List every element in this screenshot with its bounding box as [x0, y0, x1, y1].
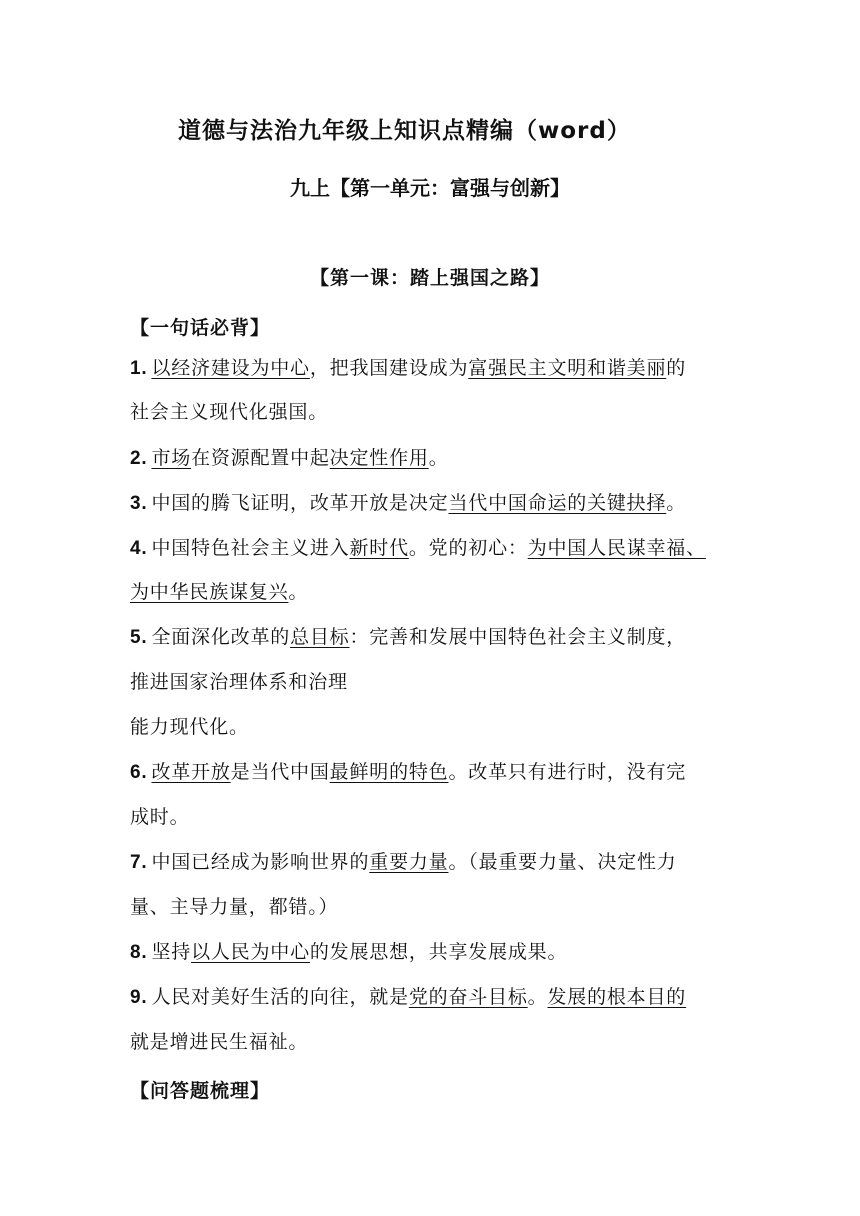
point-9-continued: 就是增进民生福祉。 [130, 1031, 309, 1053]
point-number: 1. [130, 358, 148, 379]
point-text: 。（最重要力量、决定性力 [448, 851, 677, 873]
underlined-key-phrase: 当代中国命运的关键抉择 [448, 492, 667, 514]
point-1 [130, 356, 686, 381]
point-text: 中国特色社会主义进入 [151, 537, 350, 559]
underlined-key-phrase: 以经济建设为中心 [151, 357, 310, 379]
document-title: 道德与法治九年级上知识点精编（word） [178, 118, 631, 144]
section-heading-qa-review: 【问答题梳理】 [130, 1080, 271, 1102]
point-3 [130, 491, 686, 516]
point-text: 人民对美好生活的向往，就是 [151, 986, 409, 1008]
point-text: 在资源配置中起 [191, 447, 330, 469]
point-8 [130, 940, 567, 965]
point-number: 2. [130, 448, 148, 469]
underlined-key-phrase: 党的奋斗目标 [408, 986, 528, 1008]
point-7-continued: 量、主导力量，都错。） [130, 896, 339, 918]
point-6 [130, 760, 686, 785]
point-4-continued [130, 580, 308, 604]
point-number: 8. [130, 942, 148, 963]
point-9 [130, 985, 686, 1010]
point-2 [130, 446, 449, 471]
point-text: 中国已经成为影响世界的 [151, 851, 370, 873]
underlined-key-phrase: 最鲜明的特色 [329, 761, 449, 783]
point-number: 5. [130, 627, 148, 648]
point-text: 是当代中国 [230, 761, 330, 783]
underlined-key-phrase: 富强民主文明和谐美丽 [468, 357, 667, 379]
point-5-continued: 能力现代化。 [130, 716, 249, 738]
point-number: 9. [130, 987, 148, 1008]
point-text: 。改革只有进行时，没有完 [448, 761, 687, 783]
point-7 [130, 850, 677, 875]
underlined-key-phrase: 市场 [151, 447, 192, 469]
point-number: 3. [130, 493, 148, 514]
point-5-continued: 推进国家治理体系和治理 [130, 671, 348, 693]
lesson-title: 【第一课：踏上强国之路】 [309, 267, 550, 289]
section-heading-must-recite: 【一句话必背】 [130, 317, 271, 339]
point-text: ：完善和发展中国特色社会主义制度， [349, 626, 687, 648]
underlined-key-phrase: 重要力量 [369, 851, 449, 873]
point-text: ，把我国建设成为 [309, 357, 469, 379]
point-number: 6. [130, 762, 148, 783]
point-5 [130, 625, 686, 650]
point-text: 坚持 [151, 941, 192, 963]
point-text: 。 [527, 986, 548, 1008]
point-1-continued: 社会主义现代化强国。 [130, 401, 329, 423]
underlined-key-phrase: 以人民为中心 [191, 941, 310, 963]
underlined-key-phrase: 总目标 [290, 626, 350, 648]
point-text: 的发展思想，共享发展成果。 [309, 941, 568, 963]
point-text: 中国的腾飞证明，改革开放是决定 [151, 492, 449, 514]
point-text: 全面深化改革的 [151, 626, 291, 648]
point-number: 4. [130, 538, 148, 559]
point-text: 。 [666, 492, 687, 514]
point-number: 7. [130, 852, 148, 873]
point-text: 。 [428, 447, 449, 469]
point-text: 的 [666, 357, 687, 379]
underlined-key-phrase: 改革开放 [151, 761, 231, 783]
point-4 [130, 536, 706, 561]
unit-title: 九上【第一单元：富强与创新】 [290, 176, 570, 200]
point-text: 。党的初心： [408, 537, 528, 559]
underlined-key-phrase: 新时代 [349, 537, 409, 559]
point-6-continued: 成时。 [130, 806, 190, 828]
underlined-key-phrase: 为中华民族谋复兴 [130, 581, 289, 603]
underlined-key-phrase: 发展的根本目的 [547, 986, 687, 1008]
point-text: 。 [288, 581, 309, 603]
underlined-key-phrase: 决定性作用 [329, 447, 429, 469]
underlined-key-phrase: 为中国人民谋幸福、 [527, 537, 706, 559]
